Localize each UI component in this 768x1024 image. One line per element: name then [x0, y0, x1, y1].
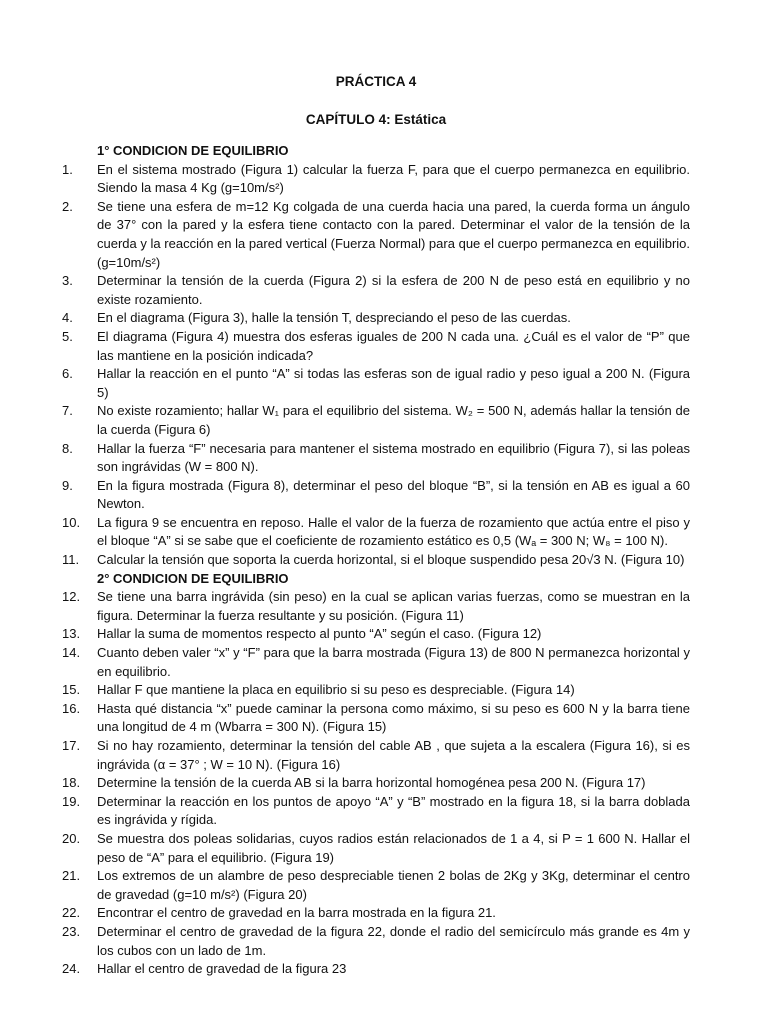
- problem-text: En el sistema mostrado (Figura 1) calcular la fuerza F, para que el cuerpo permanezca en equilibrio. Siendo la masa 4 Kg (g=10m/s²): [97, 161, 690, 196]
- problem-item: [62, 737, 690, 774]
- problem-item: [62, 588, 690, 625]
- problem-number: 16.: [62, 700, 81, 716]
- problem-number: 7.: [62, 403, 73, 419]
- problem-item: [62, 309, 690, 328]
- problem-number: 11.: [62, 552, 80, 568]
- problem-text: Hallar la fuerza “F” necesaria para mantener el sistema mostrado en equilibrio (Figura 7), si las poleas son ingrávidas (W = 800 N).: [97, 440, 690, 475]
- problem-item: [62, 198, 690, 272]
- problem-number: 10.: [62, 514, 81, 530]
- problem-item: [62, 960, 690, 979]
- problem-item: [62, 774, 690, 793]
- problem-text: Hallar la suma de momentos respecto al punto “A” según el caso. (Figura 12): [97, 626, 542, 642]
- problem-item: [62, 402, 690, 439]
- problem-number: 15.: [62, 682, 81, 698]
- problem-number: 3.: [62, 273, 73, 289]
- problem-number: 6.: [62, 366, 73, 382]
- section-heading: 2° CONDICION DE EQUILIBRIO: [97, 570, 289, 586]
- problem-text: La figura 9 se encuentra en reposo. Halle el valor de la fuerza de rozamiento que actúa entre el piso y el bloque “A” si se sabe que el coeficiente de rozamiento estático es 0,5 (Wₐ = 300 N; W₈ = 100 N).: [97, 514, 690, 549]
- problem-item: [62, 161, 690, 198]
- problem-text: Encontrar el centro de gravedad en la barra mostrada en la figura 21.: [97, 905, 496, 921]
- chapter-title: CAPÍTULO 4: Estática: [305, 112, 447, 127]
- problem-text: Determinar la reacción en los puntos de apoyo “A” y “B” mostrado en la figura 18, si la barra doblada es ingrávida y rígida.: [97, 793, 690, 828]
- problem-text: Hallar la reacción en el punto “A” si todas las esferas son de igual radio y peso igual a 200 N. (Figura 5): [97, 366, 690, 400]
- problem-text: No existe rozamiento; hallar W₁ para el equilibrio del sistema. W₂ = 500 N, además hallar la tensión de la cuerda (Figura 6): [97, 403, 690, 437]
- problem-text: Hallar el centro de gravedad de la figura 23: [97, 961, 347, 977]
- problem-number: 13.: [62, 626, 81, 642]
- problem-text: En el diagrama (Figura 3), halle la tensión T, despreciando el peso de las cuerdas.: [97, 310, 571, 326]
- page-title: PRÁCTICA 4: [335, 74, 417, 89]
- problem-item: [62, 440, 690, 477]
- problem-item: [62, 272, 690, 309]
- problem-item: [62, 551, 690, 570]
- problem-text: Se tiene una barra ingrávida (sin peso) en la cual se aplican varias fuerzas, como se muestran en la figura. Determinar la fuerza resultante y su posición. (Figura 11): [97, 589, 690, 623]
- section-heading: 1° CONDICION DE EQUILIBRIO: [97, 143, 289, 158]
- problem-text: Si no hay rozamiento, determinar la tensión del cable AB , que sujeta a la escalera (Figura 16), si es ingrávida (α = 37° ; W = 10 N). (Figura 16): [97, 738, 690, 772]
- problem-item: [62, 700, 690, 737]
- problem-item: [62, 681, 690, 700]
- problem-number: 22.: [62, 905, 81, 921]
- problem-text: Determinar el centro de gravedad de la figura 22, donde el radio del semicírculo más grande es 4m y los cubos con un lado de 1m.: [97, 923, 690, 958]
- problem-item: [62, 625, 690, 644]
- problem-number: 1.: [62, 161, 73, 177]
- problem-item: [62, 867, 690, 904]
- problem-number: 17.: [62, 738, 81, 753]
- problem-text: En la figura mostrada (Figura 8), determinar el peso del bloque “B”, si la tensión en AB es igual a 60 Newton.: [97, 477, 690, 512]
- problem-text: Determine la tensión de la cuerda AB si la barra horizontal homogénea pesa 200 N. (Figura 17): [97, 775, 646, 791]
- problem-text: Se muestra dos poleas solidarias, cuyos radios están relacionados de 1 a 4, si P = 1 600 N. Hallar el peso de “A” para el equilibrio. (Figura 19): [97, 830, 690, 865]
- problem-item: [62, 365, 690, 402]
- problem-text: Se tiene una esfera de m=12 Kg colgada de una cuerda hacia una pared, la cuerda forma un ángulo de 37° con la pared y la esfera tiene contacto con la pared. Determinar el valor de la tensión de la cuerda y la reacción en la pared vertical (Fuerza Normal) para que el cuerpo permanezca en equilibrio. (g=10m/s²): [97, 198, 690, 270]
- problem-number: 14.: [62, 645, 81, 661]
- problem-number: 8.: [62, 440, 73, 456]
- problem-number: 9.: [62, 477, 73, 493]
- problem-item: [62, 830, 690, 867]
- problem-item: [62, 514, 690, 551]
- problem-number: 18.: [62, 775, 81, 791]
- problem-text: Hallar F que mantiene la placa en equilibrio si su peso es despreciable. (Figura 14): [97, 682, 575, 698]
- problem-text: Hasta qué distancia “x” puede caminar la persona como máximo, si su peso es 600 N y la barra tiene una longitud de 4 m (Wbarra = 300 N). (Figura 15): [97, 700, 690, 735]
- problem-number: 4.: [62, 310, 73, 326]
- problem-list: [62, 142, 690, 979]
- problem-text: Determinar la tensión de la cuerda (Figura 2) si la esfera de 200 N de peso está en equilibrio y no existe rozamiento.: [97, 273, 690, 307]
- problem-text: Calcular la tensión que soporta la cuerda horizontal, si el bloque suspendido pesa 20√3 N. (Figura 10): [97, 552, 685, 568]
- problem-number: 20.: [62, 830, 81, 846]
- problem-number: 12.: [62, 589, 81, 605]
- problem-text: Los extremos de un alambre de peso despreciable tienen 2 bolas de 2Kg y 3Kg, determinar el centro de gravedad (g=10 m/s²) (Figura 20): [97, 868, 690, 902]
- problem-item: [62, 904, 690, 923]
- problem-text: El diagrama (Figura 4) muestra dos esferas iguales de 200 N cada una. ¿Cuál es el valor de “P” que las mantiene en la posición indicada?: [97, 328, 690, 363]
- problem-item: [62, 923, 690, 960]
- problem-number: 2.: [62, 198, 73, 214]
- problem-item: [62, 477, 690, 514]
- problem-number: 21.: [62, 868, 81, 884]
- problem-number: 19.: [62, 793, 81, 809]
- problem-number: 23.: [62, 923, 81, 939]
- problem-item: [62, 793, 690, 830]
- problem-number: 5.: [62, 328, 73, 344]
- problem-text: Cuanto deben valer “x” y “F” para que la barra mostrada (Figura 13) de 800 N permanezca horizontal y en equilibrio.: [97, 645, 690, 679]
- problem-item: [62, 644, 690, 681]
- problem-item: [62, 328, 690, 365]
- problem-number: 24.: [62, 961, 81, 977]
